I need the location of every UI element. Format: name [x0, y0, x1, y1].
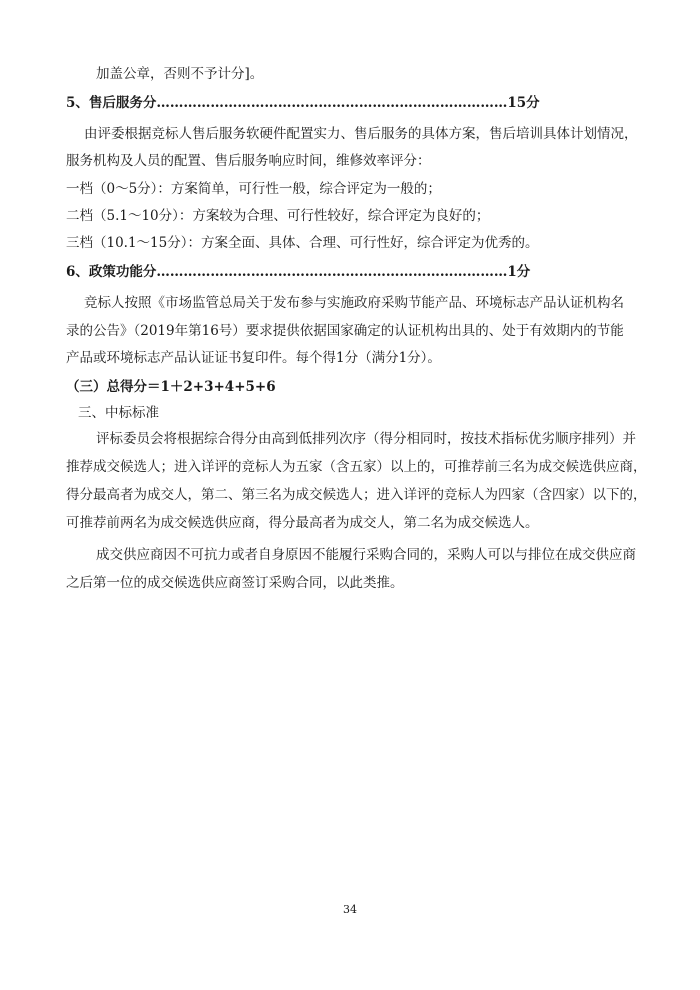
text-line: 一档（0～5分）：方案简单，可行性一般，综合评定为一般的； [66, 181, 441, 197]
text-line: 可推荐前两名为成交候选供应商，得分最高者为成交人，第二名为成交候选人。 [66, 515, 539, 531]
text-line: 三档（10.1～15分）：方案全面、具体、合理、可行性好，综合评定为优秀的。 [66, 235, 539, 251]
text-line: 由评委根据竞标人售后服务软硬件配置实力、售后服务的具体方案，售后培训具体计划情况， [84, 126, 638, 142]
text-line: 之后第一位的成交候选供应商签订采购合同，以此类推。 [66, 575, 404, 591]
section-heading: 5、售后服务分……………………………………………………………………15分 [66, 95, 540, 111]
page-number: 34 [343, 903, 357, 916]
text-line: 成交供应商因不可抗力或者自身原因不能履行采购合同的，采购人可以与排位在成交供应商 [96, 547, 636, 563]
subsection-heading: （三）总得分＝1＋2+3+4+5+6 [66, 379, 276, 395]
text-line: 服务机构及人员的配置、售后服务响应时间，维修效率评分： [66, 153, 431, 169]
section-heading: 6、政策功能分……………………………………………………………………1分 [66, 264, 531, 280]
text-line: 产品或环境标志产品认证证书复印件。每个得1分（满分1分）。 [66, 350, 441, 366]
section-heading: 三、中标标准 [78, 405, 159, 421]
text-line: 录的公告》（2019年第16号）要求提供依据国家确定的认证机构出具的、处于有效期内的节能 [66, 323, 624, 339]
text-line: 评标委员会将根据综合得分由高到低排列次序（得分相同时，按技术指标优劣顺序排列）并 [96, 431, 636, 447]
text-line: 加盖公章，否则不予计分]。 [96, 66, 264, 82]
text-line: 二档（5.1～10分）：方案较为合理、可行性较好，综合评定为良好的； [66, 208, 490, 224]
text-line: 推荐成交候选人；进入详评的竞标人为五家（含五家）以上的，可推荐前三名为成交候选供应商， [66, 459, 647, 475]
text-line: 竞标人按照《市场监管总局关于发布参与实施政府采购节能产品、环境标志产品认证机构名 [84, 295, 624, 311]
text-line: 得分最高者为成交人，第二、第三名为成交候选人；进入详评的竞标人为四家（含四家）以下的， [66, 487, 647, 503]
